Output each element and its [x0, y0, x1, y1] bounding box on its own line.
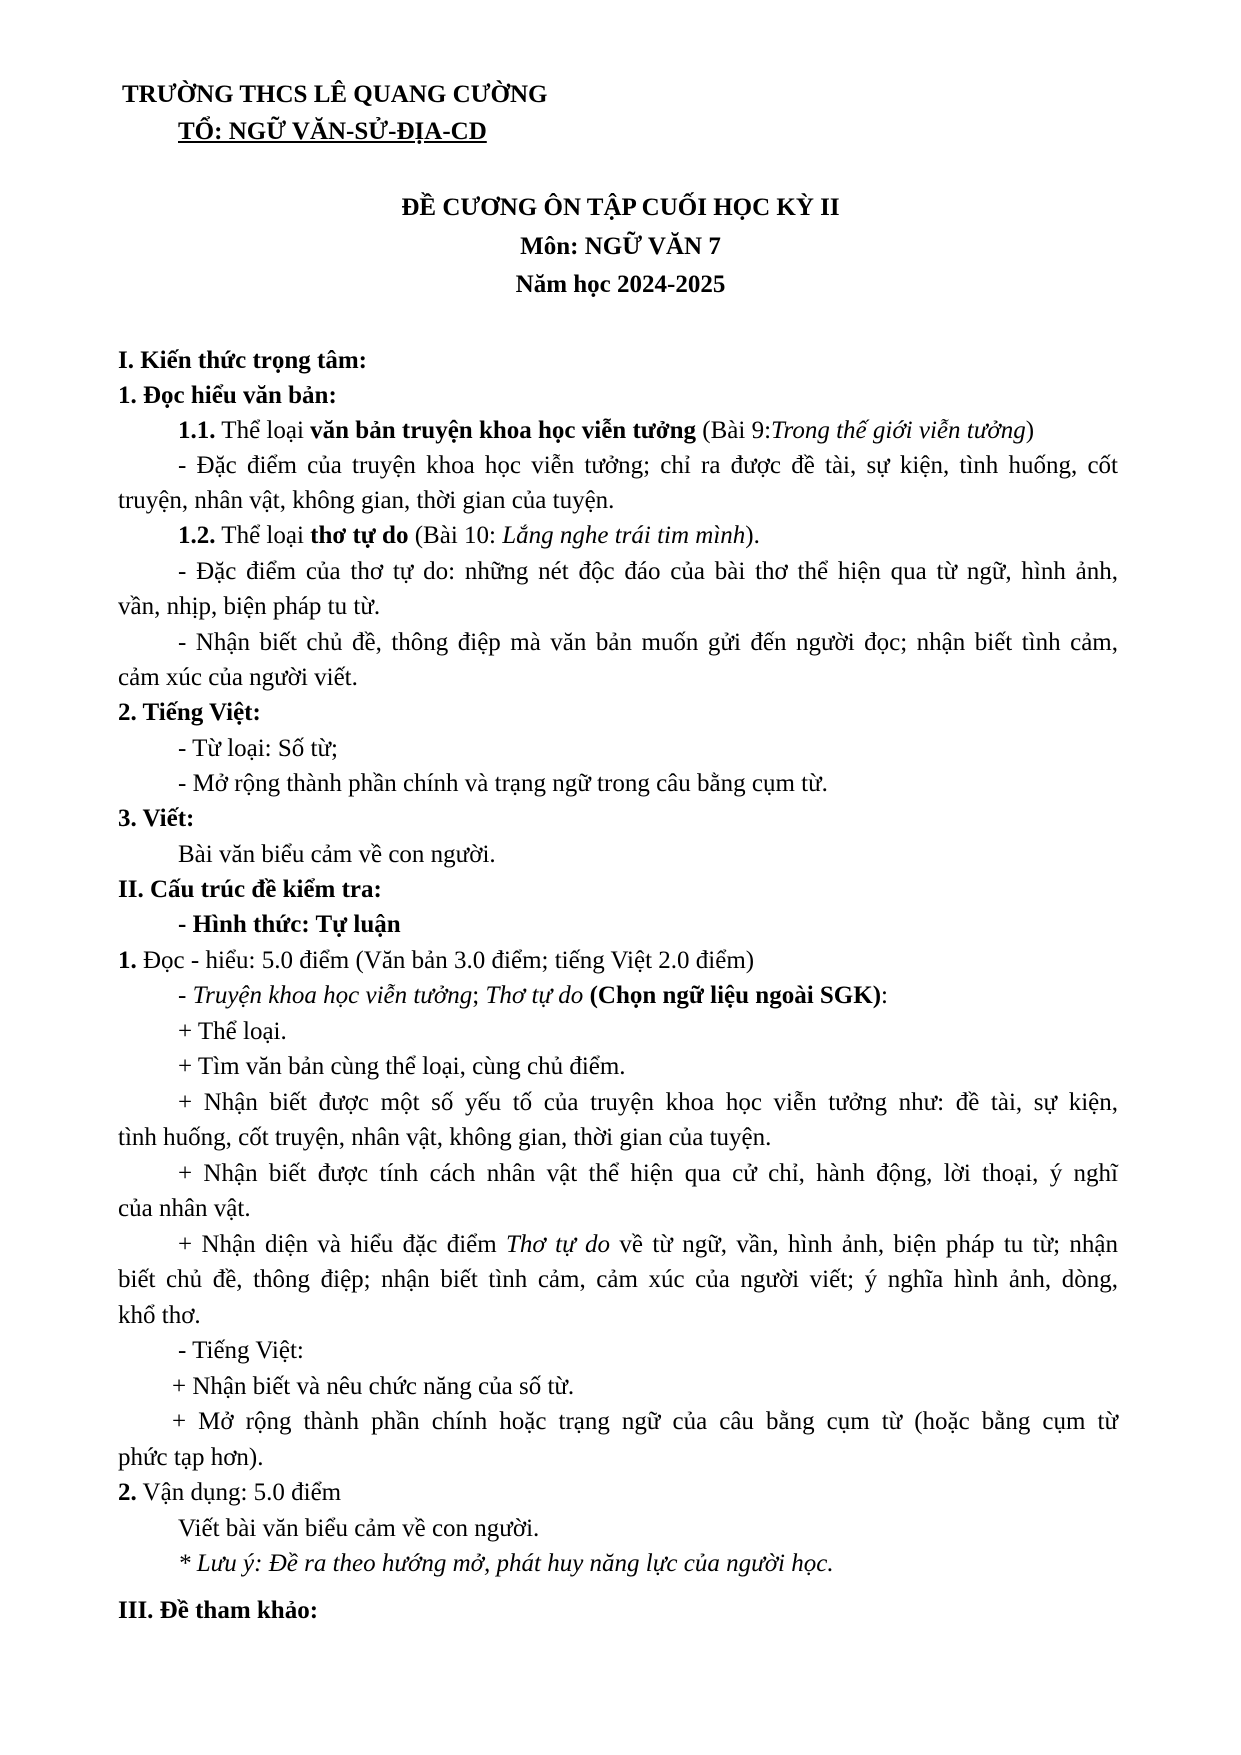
- section-2-heading: II. Cấu trúc đề kiểm tra:: [118, 876, 382, 903]
- reading-heading: 1. Đọc hiểu văn bản:: [118, 382, 337, 409]
- item-1-2: 1.2. Thể loại thơ tự do (Bài 10: Lắng nghe trái tim mình).: [178, 522, 760, 549]
- application-score: 2. Vận dụng: 5.0 điểm: [118, 1479, 342, 1506]
- reading-score: 1. Đọc - hiểu: 5.0 điểm (Văn bản 3.0 điểm; tiếng Việt 2.0 điểm): [118, 947, 755, 974]
- item-1-2-desc-line2: vần, nhịp, biện pháp tu từ.: [118, 593, 381, 620]
- writing-line1: Bài văn biểu cảm về con người.: [178, 841, 496, 868]
- item-1-1-desc-line1: - Đặc điểm của truyện khoa học viễn tưởng; chỉ ra được đề tài, sự kiện, tình huống, cốt: [178, 452, 1118, 479]
- school-year: Năm học 2024-2025: [515, 271, 726, 298]
- criteria-1: + Thể loại.: [178, 1018, 287, 1045]
- document-title: ĐỀ CƯƠNG ÔN TẬP CUỐI HỌC KỲ II: [401, 194, 840, 221]
- note: * Lưu ý: Đề ra theo hướng mở, phát huy năng lực của người học.: [178, 1550, 834, 1577]
- item-1-2-desc-line4: cảm xúc của người viết.: [118, 664, 358, 691]
- criteria-2: + Tìm văn bản cùng thể loại, cùng chủ điểm.: [178, 1053, 626, 1080]
- vietnamese-sub-1: + Nhận biết và nêu chức năng của số từ.: [172, 1373, 575, 1400]
- department-name: TỔ: NGỮ VĂN-SỬ-ĐỊA-CD: [178, 118, 487, 145]
- vietnamese-line1: - Từ loại: Số từ;: [178, 735, 338, 762]
- vietnamese-heading: 2. Tiếng Việt:: [118, 699, 261, 726]
- criteria-4-line1: + Nhận biết được tính cách nhân vật thể hiện qua cử chỉ, hành động, lời thoại, ý nghĩ: [178, 1160, 1118, 1187]
- criteria-3-line2: tình huống, cốt truyện, nhân vật, không gian, thời gian của tuyện.: [118, 1124, 772, 1151]
- section-1-heading: I. Kiến thức trọng tâm:: [118, 347, 367, 374]
- criteria-3-line1: + Nhận biết được một số yếu tố của truyện khoa học viễn tưởng như: đề tài, sự kiện,: [178, 1089, 1118, 1116]
- exam-form: - Hình thức: Tự luận: [178, 911, 401, 938]
- vietnamese-sub-2-line1: + Mở rộng thành phần chính hoặc trạng ngữ của câu bằng cụm từ (hoặc bằng cụm từ: [172, 1408, 1118, 1435]
- subject-title: Môn: NGỮ VĂN 7: [520, 233, 721, 260]
- item-1-2-desc-line3: - Nhận biết chủ đề, thông điệp mà văn bản muốn gửi đến người đọc; nhận biết tình cảm,: [178, 629, 1118, 656]
- vietnamese-line2: - Mở rộng thành phần chính và trạng ngữ trong câu bằng cụm từ.: [178, 770, 828, 797]
- item-1-1-desc-line2: truyện, nhân vật, không gian, thời gian của tuyện.: [118, 487, 615, 514]
- item-1-2-desc-line1: - Đặc điểm của thơ tự do: những nét độc đáo của bài thơ thể hiện qua từ ngữ, hình ảnh,: [178, 558, 1118, 585]
- vietnamese-sub: - Tiếng Việt:: [178, 1337, 304, 1364]
- section-3-heading: III. Đề tham khảo:: [118, 1597, 319, 1624]
- application-line1: Viết bài văn biểu cảm về con người.: [178, 1515, 540, 1542]
- vietnamese-sub-2-line2: phức tạp hơn).: [118, 1444, 264, 1471]
- genre-line: - Truyện khoa học viễn tưởng; Thơ tự do (Chọn ngữ liệu ngoài SGK):: [178, 982, 888, 1009]
- criteria-5-line2: biết chủ đề, thông điệp; nhận biết tình cảm, cảm xúc của người viết; ý nghĩa hình ảnh, dòng,: [118, 1266, 1118, 1293]
- criteria-5-line3: khổ thơ.: [118, 1302, 201, 1329]
- school-name: TRƯỜNG THCS LÊ QUANG CƯỜNG: [122, 81, 548, 108]
- writing-heading: 3. Viết:: [118, 805, 195, 832]
- item-1-1: 1.1. Thể loại văn bản truyện khoa học viễn tưởng (Bài 9:Trong thế giới viễn tưởng): [178, 417, 1035, 444]
- criteria-5-line1: + Nhận diện và hiểu đặc điểm Thơ tự do về từ ngữ, vần, hình ảnh, biện pháp tu từ; nhận: [178, 1231, 1119, 1258]
- criteria-4-line2: của nhân vật.: [118, 1195, 251, 1222]
